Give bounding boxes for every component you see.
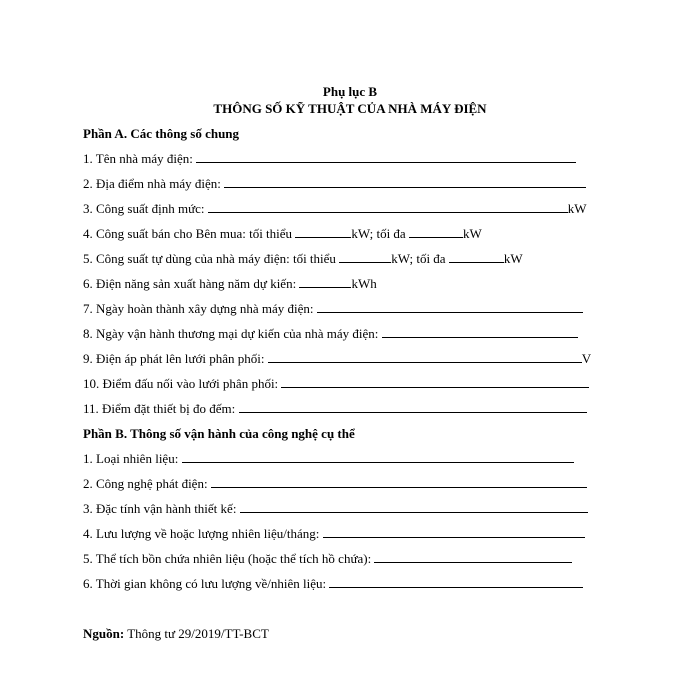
unit-label: V bbox=[581, 351, 592, 366]
fill-in-blank[interactable] bbox=[317, 301, 583, 313]
unit-label: kW bbox=[503, 251, 523, 266]
fill-in-blank[interactable] bbox=[323, 526, 585, 538]
field-row bbox=[83, 401, 587, 417]
fill-in-blank[interactable] bbox=[208, 201, 568, 213]
fill-in-blank[interactable] bbox=[239, 401, 587, 413]
field-row bbox=[83, 551, 572, 567]
fill-in-blank[interactable] bbox=[299, 276, 351, 288]
unit-label: kW bbox=[462, 226, 482, 241]
field-row bbox=[83, 251, 523, 267]
field-label: 7. Ngày hoàn thành xây dựng nhà máy điện: bbox=[83, 301, 314, 316]
fill-in-blank[interactable] bbox=[268, 351, 582, 363]
field-label: 5. Thể tích bồn chứa nhiên liệu (hoặc thể tích hồ chứa): bbox=[83, 551, 372, 566]
source-text: Thông tư 29/2019/TT-BCT bbox=[124, 626, 269, 641]
source-note bbox=[83, 626, 269, 642]
field-row bbox=[83, 376, 589, 392]
field-row bbox=[83, 351, 591, 367]
field-row bbox=[83, 476, 587, 492]
fill-in-blank[interactable] bbox=[374, 551, 572, 563]
unit-label: kW bbox=[567, 201, 587, 216]
field-label: 4. Công suất bán cho Bên mua: tối thiểu bbox=[83, 226, 293, 241]
field-label: 5. Công suất tự dùng của nhà máy điện: tối thiểu bbox=[83, 251, 336, 266]
fill-in-blank[interactable] bbox=[211, 476, 587, 488]
fill-in-blank[interactable] bbox=[182, 451, 574, 463]
section-a-heading: Phần A. Các thông số chung bbox=[83, 126, 240, 141]
fill-in-blank[interactable] bbox=[196, 151, 576, 163]
field-row bbox=[83, 501, 588, 517]
field-label: 2. Công nghệ phát điện: bbox=[83, 476, 208, 491]
field-label: 4. Lưu lượng về hoặc lượng nhiên liệu/tháng: bbox=[83, 526, 320, 541]
section-b-heading: Phần B. Thông số vận hành của công nghệ cụ thể bbox=[83, 426, 355, 441]
field-row bbox=[83, 301, 583, 317]
field-row bbox=[83, 451, 574, 467]
fill-in-blank[interactable] bbox=[240, 501, 588, 513]
field-row bbox=[83, 326, 578, 342]
field-label: 3. Đặc tính vận hành thiết kế: bbox=[83, 501, 237, 516]
fill-in-blank[interactable] bbox=[382, 326, 578, 338]
field-row bbox=[83, 526, 585, 542]
unit-label: kW; tối đa bbox=[391, 251, 446, 266]
fill-in-blank[interactable] bbox=[409, 226, 463, 238]
document-title: THÔNG SỐ KỸ THUẬT CỦA NHÀ MÁY ĐIỆN bbox=[213, 101, 487, 116]
field-label: 11. Điểm đặt thiết bị đo đếm: bbox=[83, 401, 236, 416]
field-row bbox=[83, 201, 587, 217]
fill-in-blank[interactable] bbox=[449, 251, 504, 263]
field-row bbox=[83, 176, 586, 192]
unit-label: kWh bbox=[351, 276, 377, 291]
unit-label: kW; tối đa bbox=[351, 226, 406, 241]
appendix-label: Phụ lục B bbox=[322, 84, 378, 99]
field-row bbox=[83, 576, 583, 592]
fill-in-blank[interactable] bbox=[329, 576, 583, 588]
field-label: 1. Tên nhà máy điện: bbox=[83, 151, 193, 166]
field-label: 8. Ngày vận hành thương mại dự kiến của nhà máy điện: bbox=[83, 326, 379, 341]
fill-in-blank[interactable] bbox=[281, 376, 589, 388]
fill-in-blank[interactable] bbox=[339, 251, 391, 263]
field-row bbox=[83, 276, 377, 292]
source-label: Nguồn: bbox=[83, 626, 125, 641]
field-label: 1. Loại nhiên liệu: bbox=[83, 451, 179, 466]
field-label: 10. Điểm đấu nối vào lưới phân phối: bbox=[83, 376, 279, 391]
field-label: 6. Điện năng sản xuất hàng năm dự kiến: bbox=[83, 276, 297, 291]
field-label: 3. Công suất định mức: bbox=[83, 201, 205, 216]
fill-in-blank[interactable] bbox=[224, 176, 586, 188]
fill-in-blank[interactable] bbox=[295, 226, 351, 238]
field-row bbox=[83, 226, 482, 242]
field-label: 6. Thời gian không có lưu lượng về/nhiên liệu: bbox=[83, 576, 327, 591]
field-label: 9. Điện áp phát lên lưới phân phối: bbox=[83, 351, 265, 366]
field-label: 2. Địa điểm nhà máy điện: bbox=[83, 176, 221, 191]
field-row bbox=[83, 151, 576, 167]
